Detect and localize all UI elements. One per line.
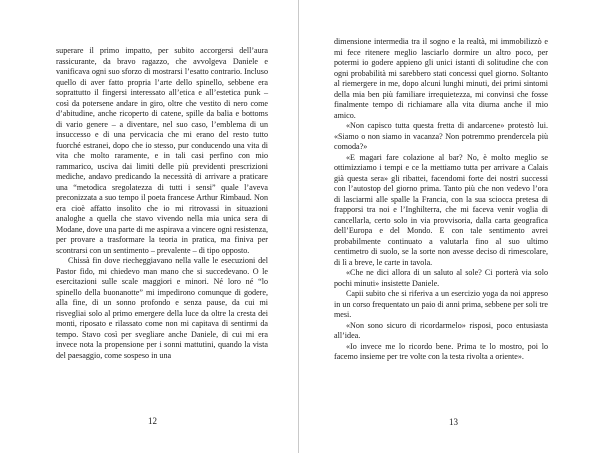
- left-page-text: [56, 46, 268, 361]
- page-number: 13: [449, 417, 458, 427]
- paragraph: superare il primo impatto, per subito accorgersi dell’aura rassicurante, da bravo ragazzo, che avvolgeva Daniele e vanificava ogni suo sforzo di mostrarsi l’esatto contrario. Incluso quello di aver fatto propria l’arte dello spinello, sebbene era soprattutto il fingersi interessato all’etica e all’estetica punk – così da potersene andare in giro, oltre che vestito di nero come d’abitudine, anche ricoperto di catene, spille da balia e bottoms di vario genere – a diventare, nel suo caso, l’emblema di un insuccesso e di una pervicacia che mi erano del resto tutto fuorché estranei, dopo che io stesso, pur conducendo una vita di vita che molto raramente, e in tali casi perfino con mio rammarico, usciva dai limiti delle più previdenti prescrizioni mediche, andavo predicando la necessità di arrivare a praticare una “metodica sregolatezza di tutti i sensi” quale l’aveva preconizzata a suo tempo il poeta francese Arthur Rimbaud. Non era cioè affatto insolito che io mi ritrovassi in situazioni analoghe a quella che stavo vivendo nella mia unica sera di Modane, dove una parte di me aspirava a vincere ogni resistenza, per provare a trasformare la teoria in pratica, ma finiva per scontrarsi con un sentimento – prevalente – di tipo opposto.: [56, 46, 268, 255]
- paragraph: «Che ne dici allora di un saluto al sole? Ci porterà via solo pochi minuti» insistette Daniele.: [334, 268, 548, 288]
- page-number: 12: [148, 416, 157, 426]
- paragraph: «Non capisco tutta questa fretta di andarcene» protestò lui. «Siamo o non siamo in vacanza? Non potremmo prendercela più comoda?»: [334, 121, 548, 151]
- left-page: [0, 0, 299, 453]
- paragraph: «E magari fare colazione al bar? No, è molto meglio se ottimizziamo i tempi e ce la mettiamo tutta per arrivare a Calais già questa sera» gli ribattei, facendomi forte dei nostri successi con l’autostop del giorno prima. Tanto più che non vedevo l’ora di lasciarmi alle spalle la Francia, con la sua sciocca pretesa di frapporsi tra noi e l’Inghilterra, che mi faceva venir voglia di cancellarla, certo solo in via provvisoria, dalla carta geografica dell’Europa e del Mondo. E con tale sentimento avrei probabilmente continuato a valutarla fino al suo ultimo centimetro di suolo, se la sorte non avesse deciso di rimescolare, di lì a breve, le carte in tavola.: [334, 152, 548, 267]
- paragraph: «Non sono sicuro di ricordarmelo» risposi, poco entusiasta all’idea.: [334, 320, 548, 340]
- paragraph: Capii subito che si riferiva a un esercizio yoga da noi appreso in un corso frequentato un paio di anni prima, sebbene per soli tre mesi.: [334, 289, 548, 319]
- paragraph: Chissà fin dove riecheggiavano nella valle le esecuzioni del Pastor fido, mi chiedevo man mano che si succedevano. O le esercitazioni sulle scale maggiori e minori. Né loro né “lo spinello della buonanotte” mi impedirono comunque di godere, alla fine, di un sonno profondo e senza pause, da cui mi risvegliai solo al primo emergere della luce da oltre la cresta dei monti, riposato e rilassato come non mi capitava di sentirmi da tempo. Stavo così per svegliare anche Daniele, di cui mi era invece nota la propensione per i sonni mattutini, quando la vista del paesaggio, come sospeso in una: [56, 256, 268, 360]
- paragraph: dimensione intermedia tra il sogno e la realtà, mi immobilizzò e mi fece ritenere meglio lasciarlo dormire un altro poco, per potermi io godere appieno gli unici istanti di solitudine che con ogni probabilità mi sarebbero stati concessi quel giorno. Soltanto al riemergere in me, dopo alcuni lunghi minuti, dei primi sintomi della mia ben più familiare irrequietezza, mi convinsi che fosse finalmente tempo di richiamare alla vita diurna anche il mio amico.: [334, 37, 548, 120]
- right-page: [300, 0, 599, 453]
- right-page-text: [334, 37, 548, 363]
- paragraph: «Io invece me lo ricordo bene. Prima te lo mostro, poi lo facemo insieme per tre volte con la testa rivolta a oriente».: [334, 341, 548, 361]
